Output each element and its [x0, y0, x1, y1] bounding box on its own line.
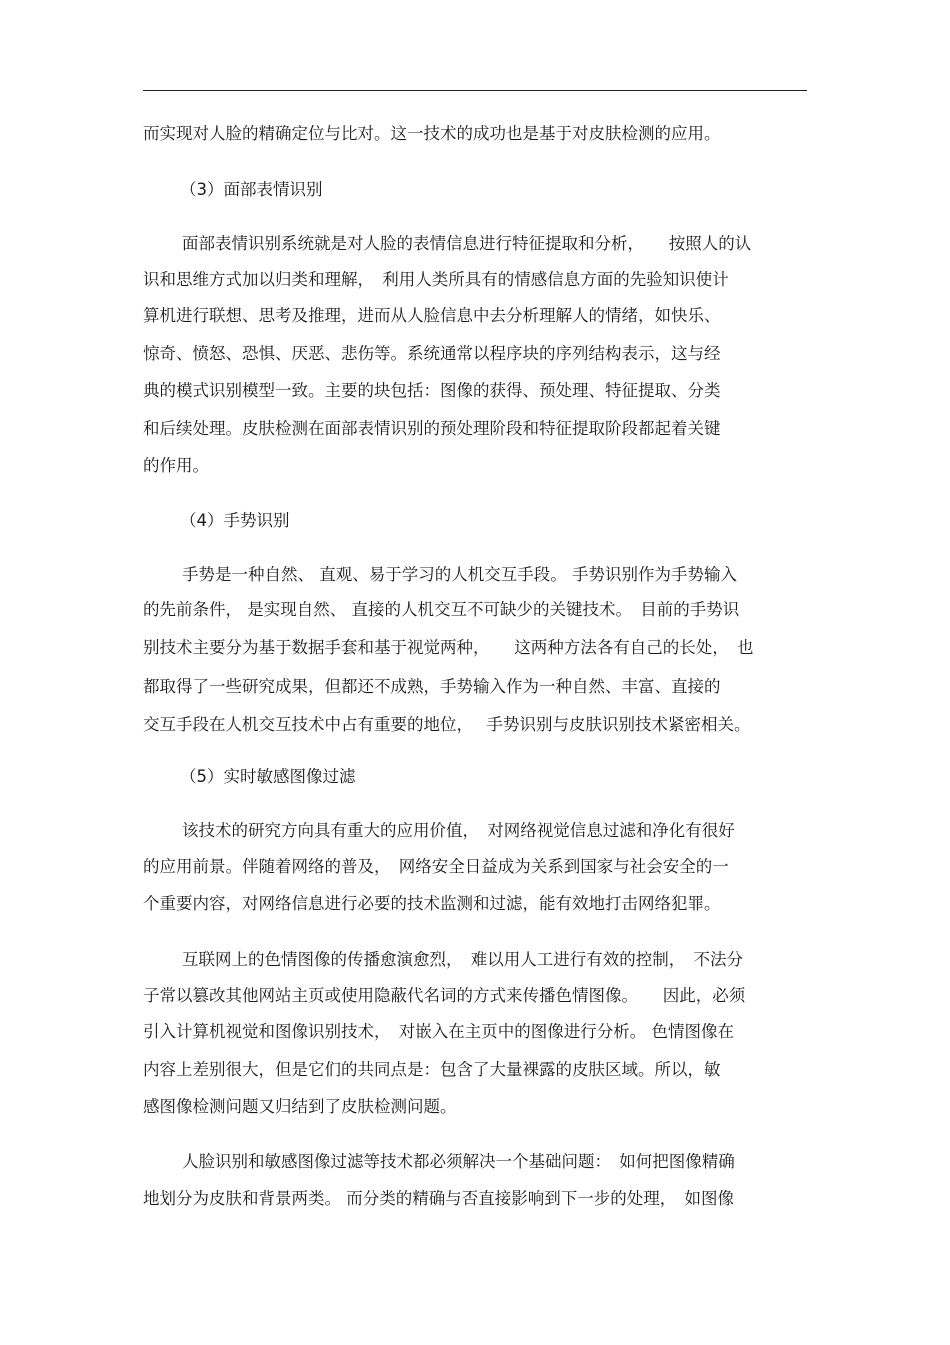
section-heading: （3）面部表情识别 [180, 180, 323, 199]
text-line: 都取得了一些研究成果，但都还不成熟，手势输入作为一种自然、丰富、直接的 [143, 677, 721, 696]
text-line: 的先前条件， 是实现自然、 直接的人机交互不可缺少的关键技术。 目前的手势识 [143, 600, 740, 619]
header-rule [143, 90, 807, 91]
text-line: 识和思维方式加以归类和理解， 利用人类所具有的情感信息方面的先验知识使计 [143, 270, 729, 289]
text-line: 感图像检测问题又归结到了皮肤检测问题。 [143, 1097, 457, 1116]
text-line: 互联网上的色情图像的传播愈演愈烈， 难以用人工进行有效的控制， 不法分 [182, 950, 743, 969]
text-line: 的作用。 [143, 456, 209, 475]
text-line: 子常以篡改其他网站主页或使用隐蔽代名词的方式来传播色情图像。 因此，必须 [143, 986, 746, 1005]
text-line: 地划分为皮肤和背景两类。 而分类的精确与否直接影响到下一步的处理， 如图像 [143, 1189, 734, 1208]
text-line: 而实现对人脸的精确定位与比对。这一技术的成功也是基于对皮肤检测的应用。 [143, 124, 721, 143]
text-line: 该技术的研究方向具有重大的应用价值， 对网络视觉信息过滤和净化有很好 [182, 821, 735, 840]
text-line: 惊奇、愤怒、恐惧、厌恶、悲伤等。系统通常以程序块的序列结构表示，这与经 [143, 344, 721, 363]
text-line: 典的模式识别模型一致。主要的块包括：图像的获得、预处理、特征提取、分类 [143, 381, 721, 400]
text-line: 的应用前景。伴随着网络的普及， 网络安全日益成为关系到国家与社会安全的一 [143, 857, 729, 876]
text-line: 内容上差别很大，但是它们的共同点是：包含了大量裸露的皮肤区域。所以，敏 [143, 1060, 721, 1079]
text-line: 算机进行联想、思考及推理，进而从人脸信息中去分析理解人的情绪，如快乐、 [143, 306, 721, 325]
text-line: 人脸识别和敏感图像过滤等技术都必须解决一个基础问题： 如何把图像精确 [182, 1152, 735, 1171]
text-line: 引入计算机视觉和图像识别技术， 对嵌入在主页中的图像进行分析。 色情图像在 [143, 1022, 734, 1041]
text-line: 和后续处理。皮肤检测在面部表情识别的预处理阶段和特征提取阶段都起着关键 [143, 419, 721, 438]
text-line: 个重要内容，对网络信息进行必要的技术监测和过滤，能有效地打击网络犯罪。 [143, 894, 721, 913]
section-heading: （4）手势识别 [180, 511, 290, 530]
text-line: 交互手段在人机交互技术中占有重要的地位， 手势识别与皮肤识别技术紧密相关。 [143, 715, 751, 734]
text-line: 手势是一种自然、 直观、易于学习的人机交互手段。 手势识别作为手势输入 [182, 565, 737, 584]
text-line: 面部表情识别系统就是对人脸的表情信息进行特征提取和分析， 按照人的认 [182, 234, 752, 253]
text-line: 别技术主要分为基于数据手套和基于视觉两种， 这两种方法各有自己的长处， 也 [143, 638, 754, 657]
section-heading: （5）实时敏感图像过滤 [180, 767, 356, 786]
